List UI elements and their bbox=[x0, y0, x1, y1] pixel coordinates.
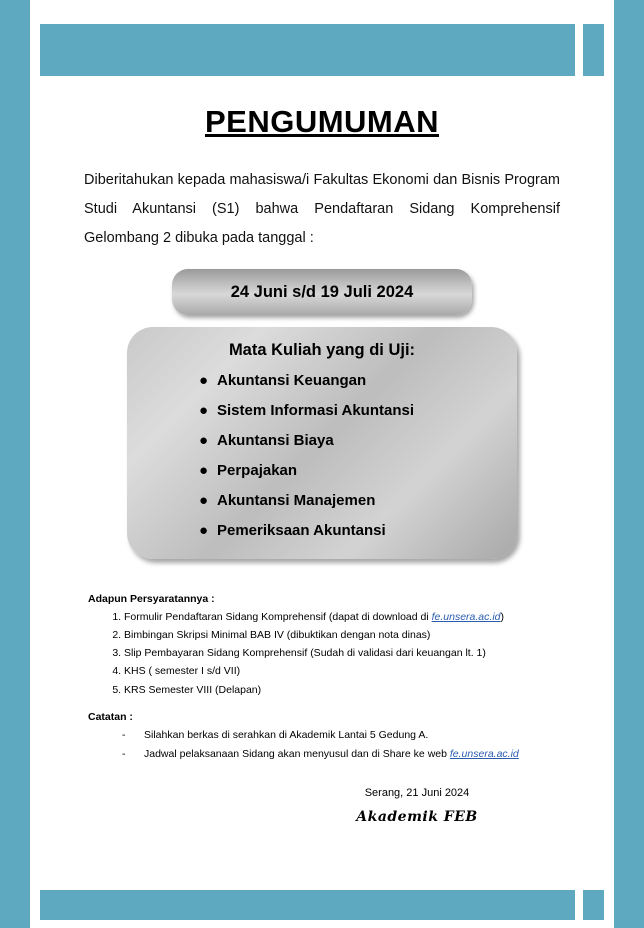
requirement-text: Bimbingan Skripsi Minimal BAB IV (dibuktikan dengan nota dinas) bbox=[124, 629, 431, 642]
bullet-icon: ● bbox=[199, 522, 209, 539]
requirement-text: KHS ( semester I s/d VII) bbox=[124, 665, 241, 678]
subject-label: Pemeriksaan Akuntansi bbox=[217, 522, 386, 539]
requirement-text-tail: ) bbox=[500, 611, 504, 623]
note-text: Jadwal pelaksanaan Sidang akan menyusul dan di Share ke web bbox=[144, 747, 450, 760]
bullet-icon: ● bbox=[199, 432, 209, 449]
subjects-heading: Mata Kuliah yang di Uji: bbox=[228, 341, 416, 359]
border-band-bottom bbox=[40, 890, 604, 920]
list-item bbox=[199, 372, 517, 389]
signature-place-date: Serang, 21 Juni 2024 bbox=[364, 786, 470, 799]
subjects-panel bbox=[127, 327, 517, 559]
requirement-text: Formulir Pendaftaran Sidang Komprehensif (dapat di download di bbox=[124, 611, 432, 623]
subject-label: Akuntansi Keuangan bbox=[217, 372, 367, 389]
page-title: PENGUMUMAN bbox=[204, 104, 440, 139]
date-badge-container bbox=[84, 269, 560, 315]
border-band-bottom-gap bbox=[575, 890, 583, 920]
list-item bbox=[122, 729, 560, 742]
subject-label: Sistem Informasi Akuntansi bbox=[217, 402, 414, 419]
list-item bbox=[122, 748, 560, 761]
list-item bbox=[124, 665, 560, 678]
intro-paragraph: Diberitahukan kepada mahasiswa/i Fakultas Ekonomi dan Bisnis Program Studi Akuntansi (S1) bahwa Pendaftaran Sidang Komprehensif Gelombang 2 dibuka pada tanggal : bbox=[84, 172, 560, 246]
border-band-top bbox=[40, 24, 604, 76]
border-band-top-gap bbox=[575, 24, 583, 76]
bullet-icon: ● bbox=[199, 402, 209, 419]
border-gap-right bbox=[604, 88, 614, 890]
subject-label: Akuntansi Biaya bbox=[217, 432, 334, 449]
list-item bbox=[124, 611, 560, 624]
requirement-text: KRS Semester VIII (Delapan) bbox=[124, 683, 262, 696]
notes-list bbox=[84, 729, 560, 761]
list-item bbox=[124, 647, 560, 660]
dash-icon: - bbox=[122, 728, 126, 741]
list-item bbox=[199, 402, 517, 419]
border-left bbox=[0, 0, 30, 928]
border-gap-top-left bbox=[30, 0, 40, 88]
bullet-icon: ● bbox=[199, 372, 209, 389]
signature-block bbox=[84, 787, 560, 825]
subject-label: Perpajakan bbox=[217, 462, 298, 479]
requirements-list bbox=[84, 611, 560, 697]
requirements-heading: Adapun Persyaratannya : bbox=[88, 593, 215, 605]
list-item bbox=[199, 522, 517, 539]
border-gap-left bbox=[30, 88, 40, 890]
website-link[interactable]: fe.unsera.ac.id bbox=[449, 747, 519, 760]
list-item bbox=[124, 684, 560, 697]
list-item bbox=[199, 462, 517, 479]
border-right bbox=[614, 0, 644, 928]
subjects-list bbox=[127, 372, 517, 539]
subject-label: Akuntansi Manajemen bbox=[217, 492, 376, 509]
requirement-text: Slip Pembayaran Sidang Komprehensif (Sudah di validasi dari keuangan lt. 1) bbox=[124, 647, 486, 660]
notes-heading: Catatan : bbox=[88, 710, 133, 723]
dash-icon: - bbox=[122, 747, 126, 760]
list-item bbox=[124, 629, 560, 642]
website-link[interactable]: fe.unsera.ac.id bbox=[431, 611, 501, 623]
registration-date-badge: 24 Juni s/d 19 Juli 2024 bbox=[172, 269, 472, 315]
list-item bbox=[199, 492, 517, 509]
note-text: Silahkan berkas di serahkan di Akademik Lantai 5 Gedung A. bbox=[144, 728, 429, 741]
document-content bbox=[40, 88, 604, 888]
list-item bbox=[199, 432, 517, 449]
bullet-icon: ● bbox=[199, 462, 209, 479]
bullet-icon: ● bbox=[199, 492, 209, 509]
signature-name: Akademik FEB bbox=[356, 808, 478, 825]
